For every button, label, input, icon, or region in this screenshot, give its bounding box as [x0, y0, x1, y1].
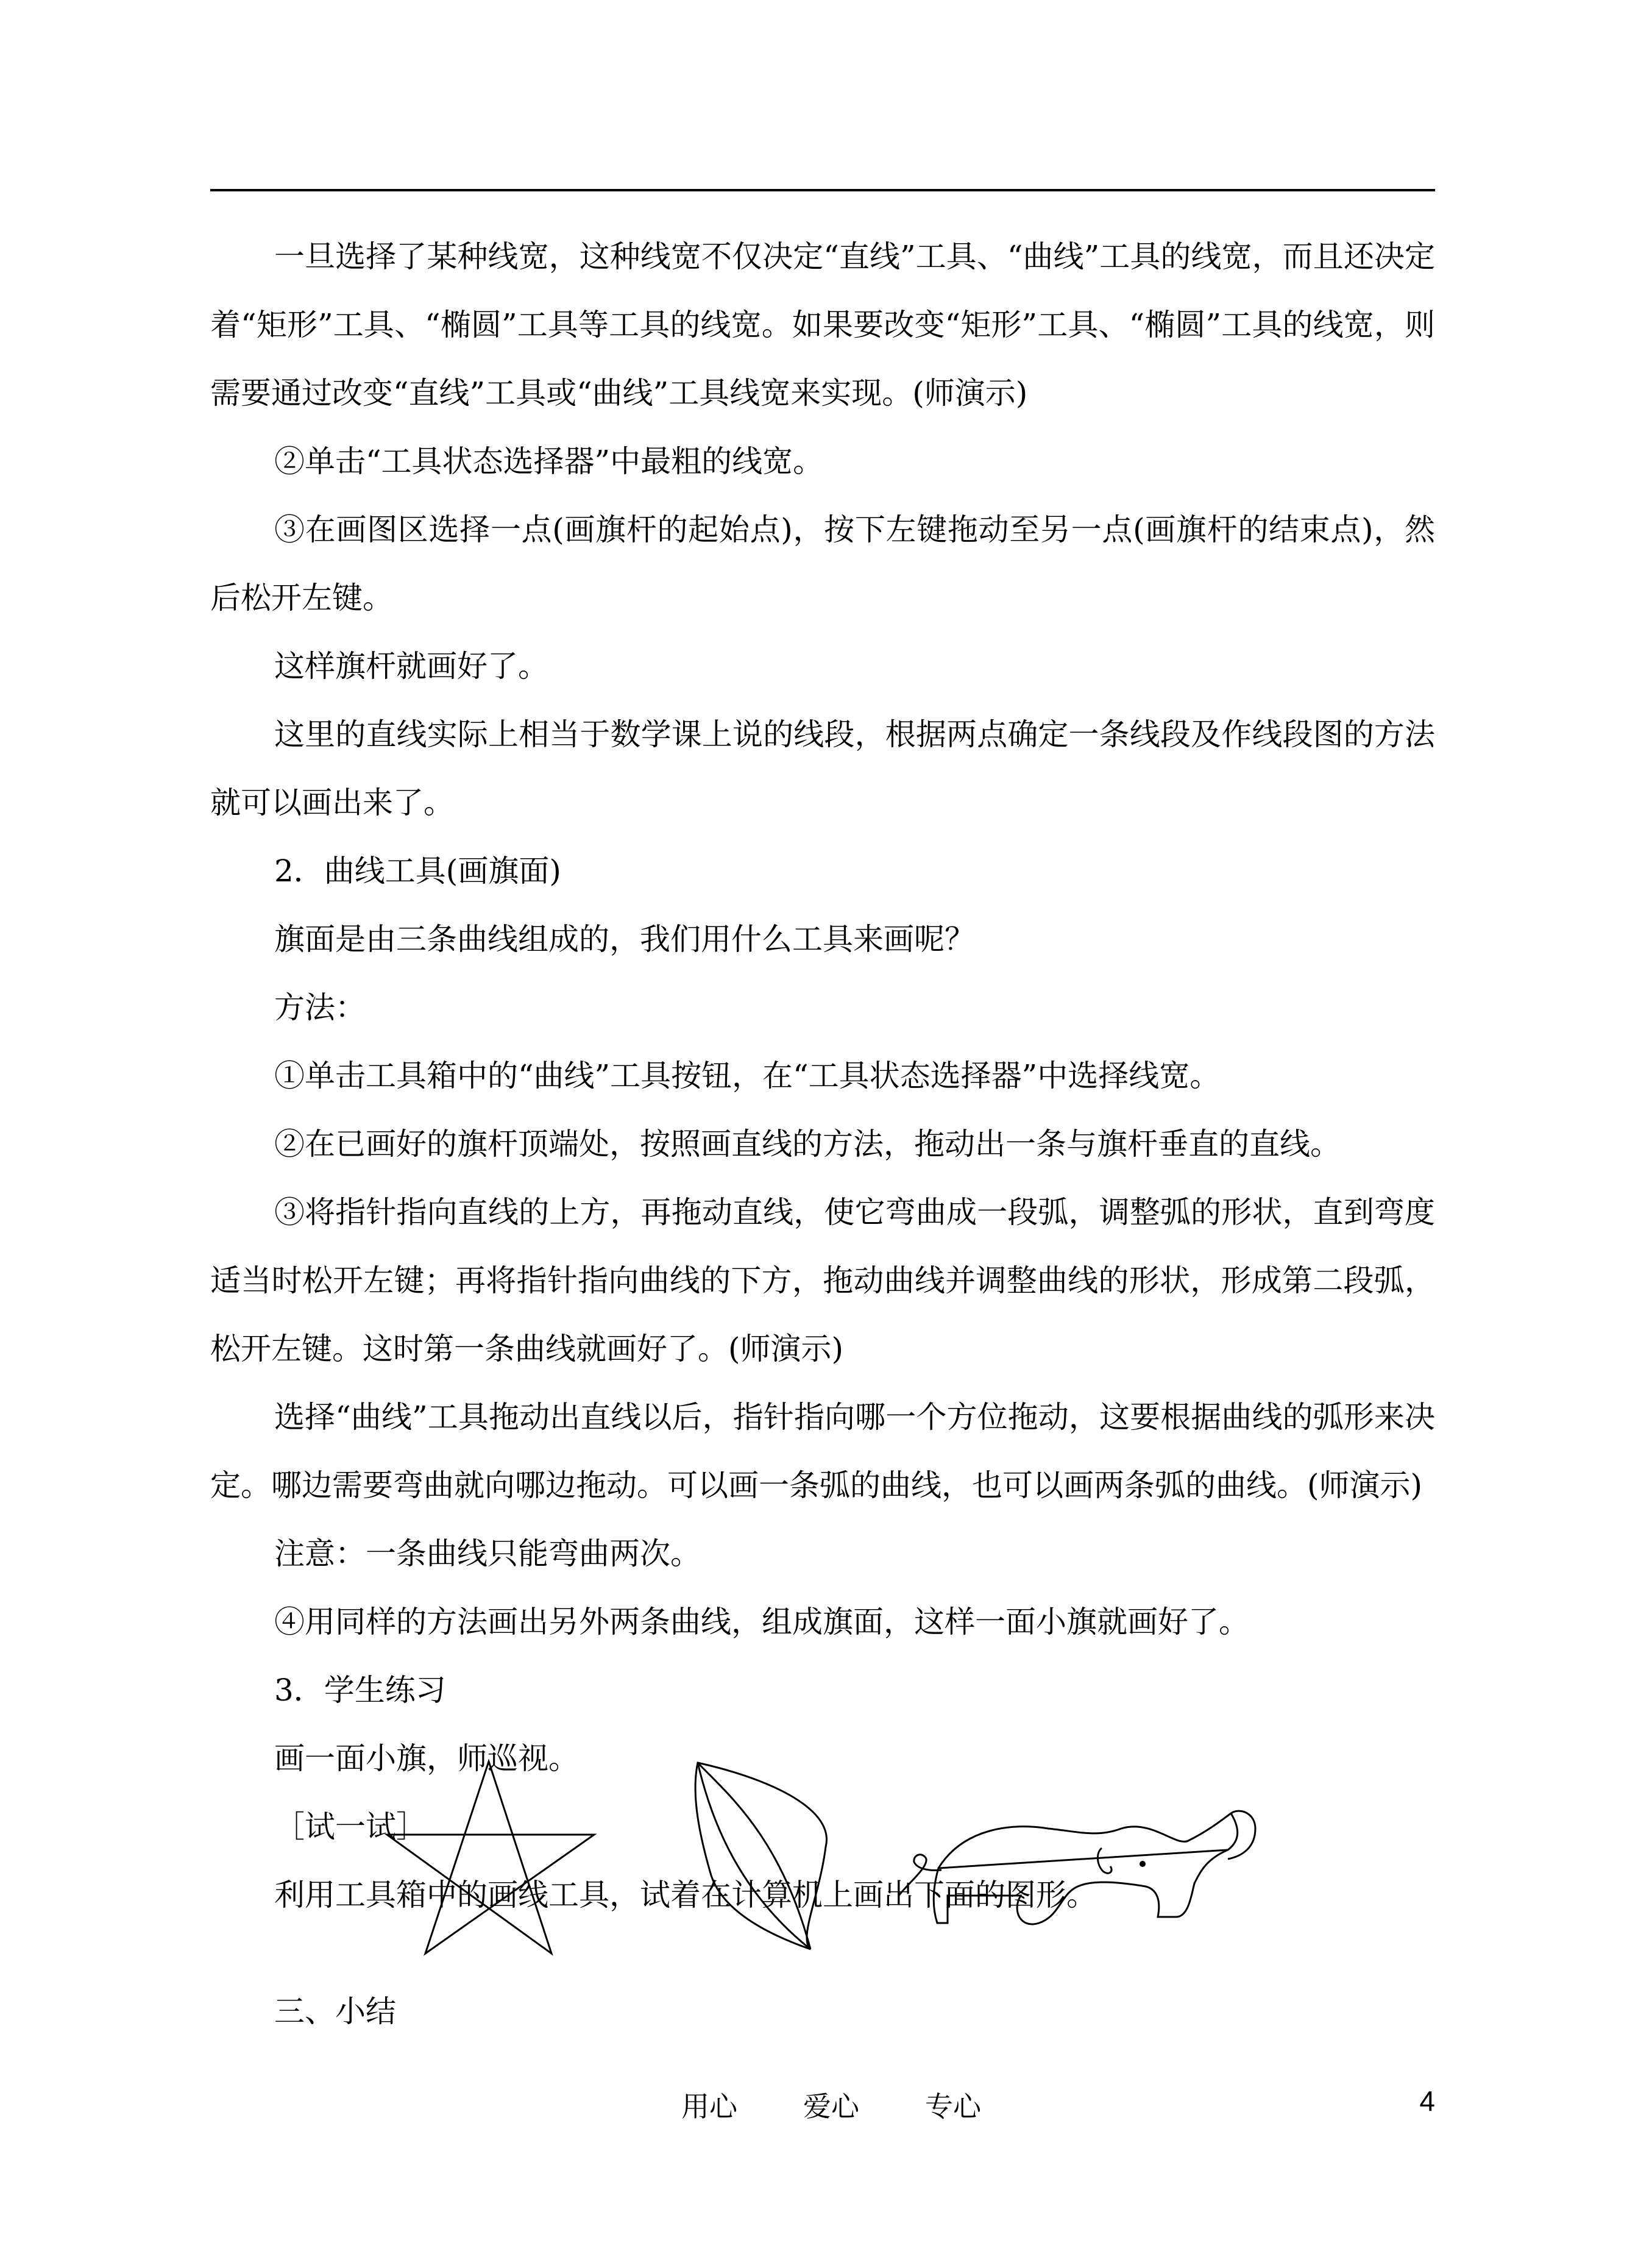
paragraph: 利用工具箱中的画线工具，试着在计算机上画出下面的图形。: [274, 1877, 1097, 1913]
section-heading-practice: 3．学生练习: [274, 1673, 446, 1708]
paragraph: ④用同样的方法画出另外两条曲线，组成旗面，这样一面小旗就画好了。: [274, 1604, 1249, 1640]
paragraph: ②在已画好的旗杆顶端处，按照画直线的方法，拖动出一条与旗杆垂直的直线。: [274, 1126, 1341, 1162]
summary-heading: 三、小结: [274, 1994, 396, 2029]
header-rule: [210, 189, 1435, 191]
paragraph: 画一面小旗，师巡视。: [274, 1741, 579, 1776]
paragraph: ［试一试］: [274, 1809, 427, 1844]
paragraph: ③将指针指向直线的上方，再拖动直线，使它弯曲成一段弧，调整弧的形状，直到弯度适当时松开左键；再将指针指向曲线的下方，拖动曲线并调整曲线的形状，形成第二段弧，松开左键。这时第一条曲线就画好了。(师演示): [210, 1195, 1435, 1367]
paragraph: 注意：一条曲线只能弯曲两次。: [274, 1536, 701, 1571]
page-number: 4: [1419, 2085, 1435, 2117]
star-icon: [378, 1755, 603, 1965]
paragraph: 方法：: [274, 990, 366, 1025]
elephant-icon: [890, 1804, 1292, 1971]
footer-word: 专心: [925, 2090, 981, 2123]
section-heading-curve-tool: 2．曲线工具(画旗面): [274, 853, 561, 889]
paragraph: 旗面是由三条曲线组成的，我们用什么工具来画呢？: [274, 922, 975, 957]
paragraph: 这里的直线实际上相当于数学课上说的线段，根据两点确定一条线段及作线段图的方法就可以画出来了。: [210, 717, 1435, 820]
paragraph: ②单击“工具状态选择器”中最粗的线宽。: [274, 444, 824, 479]
paragraph: 选择“曲线”工具拖动出直线以后，指针指向哪一个方位拖动，这要根据曲线的弧形来决定。哪边需要弯曲就向哪边拖动。可以画一条弧的曲线，也可以画两条弧的曲线。(师演示): [210, 1399, 1435, 1503]
paragraph: ③在画图区选择一点(画旗杆的起始点)，按下左键拖动至另一点(画旗杆的结束点)，然后松开左键。: [210, 512, 1435, 616]
footer-word: 爱心: [803, 2090, 859, 2123]
leaf-icon: [689, 1755, 835, 1965]
document-body: [210, 222, 1435, 1929]
footer-word: 用心: [681, 2090, 737, 2123]
paragraph: 这样旗杆就画好了。: [274, 649, 548, 684]
paragraph: 一旦选择了某种线宽，这种线宽不仅决定“直线”工具、“曲线”工具的线宽，而且还决定着“矩形”工具、“椭圆”工具等工具的线宽。如果要改变“矩形”工具、“椭圆”工具的线宽，则需要通过改变“直线”工具或“曲线”工具线宽来实现。(师演示): [210, 239, 1435, 411]
paragraph: ①单击工具箱中的“曲线”工具按钮，在“工具状态选择器”中选择线宽。: [274, 1058, 1221, 1093]
